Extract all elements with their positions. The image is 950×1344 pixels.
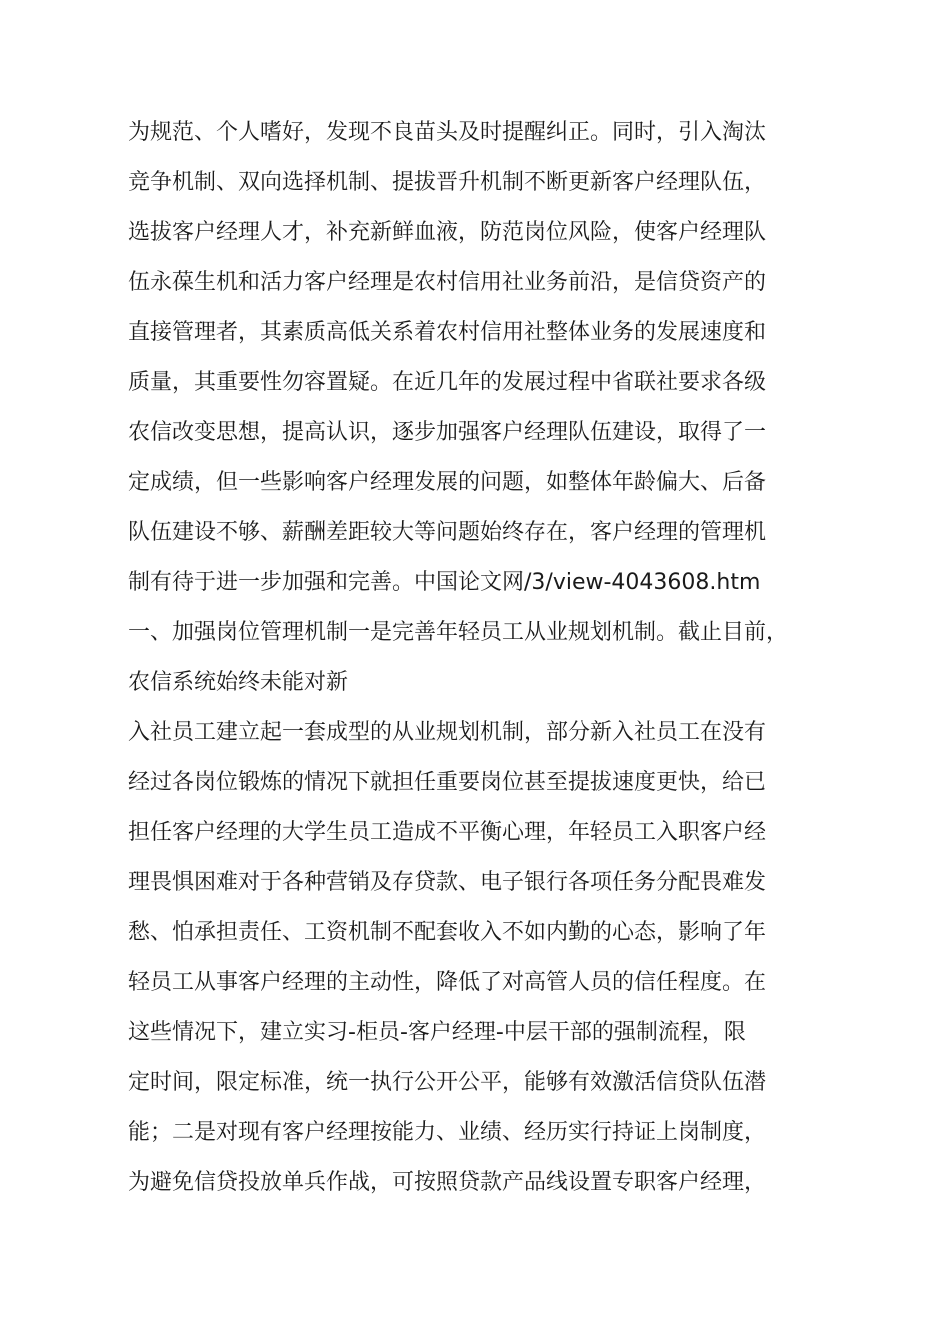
text-line: 伍永葆生机和活力客户经理是农村信用社业务前沿，是信贷资产的 xyxy=(128,270,767,295)
text-line: 农信系统始终未能对新 xyxy=(128,670,349,695)
text-line: 愁、怕承担责任、工资机制不配套收入不如内勤的心态，影响了年 xyxy=(128,920,767,945)
text-line: 为规范、个人嗜好，发现不良苗头及时提醒纠正。同时，引入淘汰 xyxy=(128,120,767,145)
text-line: 选拔客户经理人才，补充新鲜血液，防范岗位风险，使客户经理队 xyxy=(128,220,767,245)
text-line: 能；二是对现有客户经理按能力、业绩、经历实行持证上岗制度， xyxy=(128,1120,767,1145)
text-line: 队伍建设不够、薪酬差距较大等问题始终存在，客户经理的管理机 xyxy=(128,520,767,545)
text-line: 经过各岗位锻炼的情况下就担任重要岗位甚至提拔速度更快，给已 xyxy=(128,770,767,795)
text-line: 入社员工建立起一套成型的从业规划机制，部分新入社员工在没有 xyxy=(128,720,767,745)
text-line: 质量，其重要性勿容置疑。在近几年的发展过程中省联社要求各级 xyxy=(128,370,767,395)
text-line: 直接管理者，其素质高低关系着农村信用社整体业务的发展速度和 xyxy=(128,320,767,345)
body-text xyxy=(128,108,850,1208)
text-line: 这些情况下，建立实习-柜员-客户经理-中层干部的强制流程，限 xyxy=(128,1020,746,1045)
text-line: 定成绩，但一些影响客户经理发展的问题，如整体年龄偏大、后备 xyxy=(128,470,767,495)
text-line: 理畏惧困难对于各种营销及存贷款、电子银行各项任务分配畏难发 xyxy=(128,870,767,895)
text-line: 为避免信贷投放单兵作战，可按照贷款产品线设置专职客户经理， xyxy=(128,1170,767,1195)
text-line: 竞争机制、双向选择机制、提拔晋升机制不断更新客户经理队伍， xyxy=(128,170,767,195)
text-line: 轻员工从事客户经理的主动性，降低了对高管人员的信任程度。在 xyxy=(128,970,767,995)
text-line: 农信改变思想，提高认识，逐步加强客户经理队伍建设，取得了一 xyxy=(128,420,767,445)
text-line: 制有待于进一步加强和完善。中国论文网/3/view-4043608.htm xyxy=(128,570,761,595)
text-line: 一、加强岗位管理机制一是完善年轻员工从业规划机制。截止目前， xyxy=(128,620,789,645)
text-line: 定时间，限定标准，统一执行公开公平，能够有效激活信贷队伍潜 xyxy=(128,1070,767,1095)
text-line: 担任客户经理的大学生员工造成不平衡心理，年轻员工入职客户经 xyxy=(128,820,767,845)
